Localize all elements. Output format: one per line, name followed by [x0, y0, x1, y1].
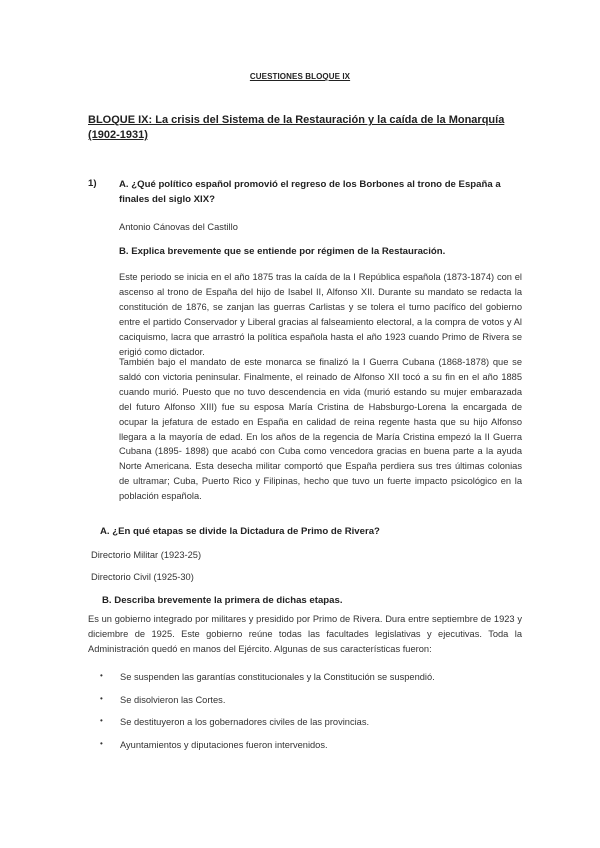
list-item: • Se suspenden las garantías constitucionales y la Constitución se suspendió. — [100, 671, 435, 682]
block-title: BLOQUE IX: La crisis del Sistema de la Restauración y la caída de la Monarquía (1902-1931) — [88, 114, 505, 141]
document-title: CUESTIONES BLOQUE IX — [249, 72, 351, 81]
answer-1a: Antonio Cánovas del Castillo — [119, 222, 238, 232]
answer-2a-stage-1: Directorio Militar (1923-25) — [91, 550, 202, 560]
bullet-icon: • — [100, 739, 103, 749]
answer-2a-stage-2: Directorio Civil (1925-30) — [91, 572, 194, 582]
list-item: • Se destituyeron a los gobernadores civiles de las provincias. — [100, 716, 370, 728]
list-item: • Ayuntamientos y diputaciones fueron intervenidos. — [100, 739, 328, 751]
characteristics-list — [100, 672, 520, 763]
bullet-icon: • — [100, 693, 103, 703]
list-item: • Se disolvieron las Cortes. — [100, 693, 226, 705]
question-1a: A. ¿Qué político español promovió el regreso de los Borbones al trono de España a finales del siglo XIX? — [119, 179, 501, 205]
answer-1b-paragraph-2: También bajo el mandato de este monarca se finalizó la I Guerra Cubana (1868-1878) que se saldó con victoria peninsular. Finalmente, el reinado de Alfonso XII tocó a su fin en el año 1885 cuando murió. Puesto que no tuvo descendencia en vida (murió estando su mujer embarazada del futuro Alfonso XIII) fue su esposa María Cristina de Habsburgo-Lorena la encargada de ocupar la jefatura de estado en España en calidad de reina regente hasta que su hijo Alfonso llegara a la mayoría de edad. En los años de la regencia de María Cristina empezó la II Guerra Cubana (1895- 1898) que acabó con Cuba como vencedora gracias en buena parte a la ayuda Norte Americana. Esta desecha militar comportó que España perdiera sus tres últimas colonias de ultramar; Cuba, Puerto Rico y Filipinas, hecho que tuvo un fuerte impacto psicológico en la población española. — [119, 357, 522, 502]
question-2b: B. Describa brevemente la primera de dichas etapas. — [102, 595, 343, 606]
section-number: 1) — [88, 178, 97, 189]
bullet-icon: • — [100, 671, 103, 680]
bullet-icon: • — [100, 716, 103, 726]
answer-1b-paragraph-1: Este periodo se inicia en el año 1875 tras la caída de la I República española (1873-1874) con el ascenso al trono de España del hijo de Isabel II, Alfonso XII. Durante su mandato se redacta la constitución de 1876, se zanjan las guerras Carlistas y se tolera el turno pacífico del gobierno entre el partido Conservador y Liberal gracias al falseamiento electoral, a la compra de votos y Al caciquismo, lacra que arrastró la política española hasta el año 1923 cuando Primo de Rivera se erigió como dictador. — [119, 272, 522, 357]
question-2a: A. ¿En qué etapas se divide la Dictadura de Primo de Rivera? — [100, 526, 380, 537]
answer-2b: Es un gobierno integrado por militares y presidido por Primo de Rivera. Dura entre septiembre de 1923 y diciembre de 1925. Este gobierno reúne todas las facultades legislativas y ejecutivas. Toda la Administración quedó en manos del Ejército. Algunas de sus características fueron: — [88, 614, 522, 654]
question-1b: B. Explica brevemente que se entiende por régimen de la Restauración. — [119, 246, 446, 257]
